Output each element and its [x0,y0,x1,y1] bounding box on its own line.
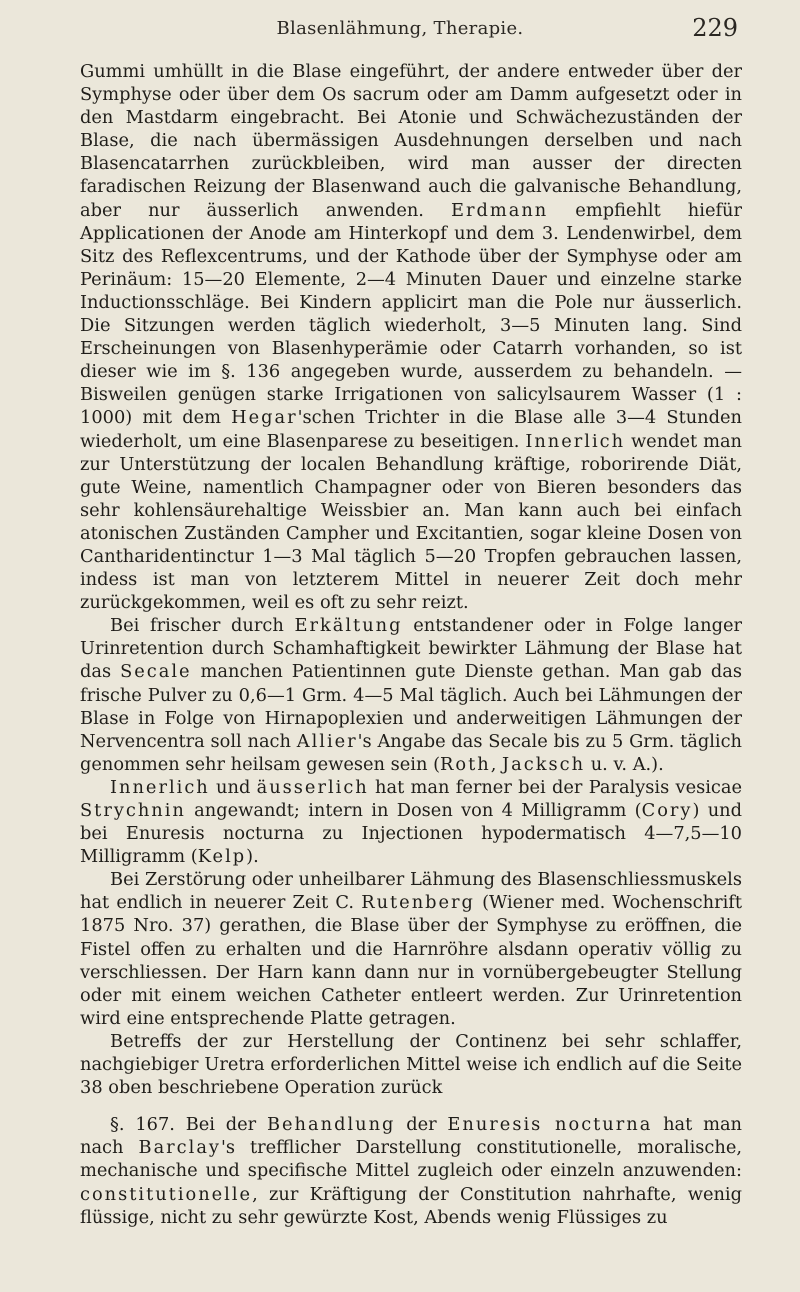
emphasized-term: Behandlung [266,1114,396,1136]
text-run: Betreffs der zur Herstellung der Continenz bei sehr schlaffer, nachgiebiger Uretra erforderlichen Mittel weise ich endlich auf die Seite 38 oben beschriebene Operation zurück [80,1030,742,1099]
emphasized-term: Enuresis nocturna [447,1114,653,1136]
text-run: hat man nach [80,1114,742,1159]
paragraph [80,868,742,1030]
text-run: u. v. A.). [585,753,664,775]
text-run: Gummi umhüllt in die Blase eingeführt, der andere entweder über der Symphyse oder über dem Os sacrum oder am Damm aufgesetzt oder in den Mastdarm eingebracht. Bei Atonie und Schwächezuständen der Blase, die nach übermässigen Ausdehnungen derselben und nach Blasencatarrhen zurückbleiben, wird man ausser der directen faradischen Reizung der Blasenwand auch die galvanische Behandlung, aber nur äusserlich anwenden. [80,61,742,221]
emphasized-term: Innerlich [110,776,210,798]
paragraph [80,614,742,776]
text-run: ) und bei Enuresis nocturna zu Injectionen hypodermatisch 4—7,5—10 Milligramm ( [80,800,742,868]
text-run: (Wiener med. Wochenschrift 1875 Nro. 37) gerathen, die Blase über der Symphyse zu eröffnen, die Fistel offen zu erhalten und die Harnröhre alsdann operativ völlig zu verschliessen. Der Harn kann dann nur in vornübergebeugter Stellung oder mit einem weichen Catheter entleert werden. Zur Urinretention wird eine entsprechende Platte getragen. [80,892,742,1029]
emphasized-term: Erdmann [451,199,549,221]
text-run: und [209,776,257,798]
text-run: angewandt; intern in Dosen von 4 Milligramm ( [185,800,642,821]
text-run: der [395,1114,448,1136]
paragraph [80,776,742,868]
text-run: ). [246,846,259,868]
running-head-title: Blasenlähmung, Therapie. [276,18,524,39]
emphasized-term: Secale [120,661,192,683]
text-run: wendet man zur Unterstützung der localen Behandlung kräftige, roborirende Diät, gute Weine, namentlich Champagner oder von Bieren besonders das sehr kohlensäurehaltige Weissbier an. Man kann auch bei einfach atonischen Zuständen Campher und Excitantien, sogar kleine Dosen von Cantharidentinctur 1—3 Mal täglich 5—20 Tropfen gebrauchen lassen, indess ist man von letzterem Mittel in neuerer Zeit doch mehr zurückgekommen, weil es oft zu sehr reizt. [80,430,742,614]
text-run: Bei frischer durch [110,615,295,637]
emphasized-term: Cory [641,800,693,821]
body-text [80,60,742,1229]
text-run: Bei Zerstörung oder unheilbarer Lähmung des Blasenschliessmuskels hat endlich in neuerer Zeit C. [80,869,742,914]
emphasized-term: äusserlich [256,776,369,798]
text-run: 's Angabe das Secale bis zu 5 Grm. täglich genommen sehr heilsam gewesen sein ( [80,730,742,775]
emphasized-term: Kelp [197,846,247,868]
text-run: , zur Kräftigung der Constitution nahrhafte, wenig flüssige, nicht zu sehr gewürzte Kost, Abends wenig Flüssiges zu [80,1183,742,1228]
emphasized-term: Hegar [231,407,298,429]
text-run: manchen Patientinnen gute Dienste gethan. Man gab das frische Pulver zu 0,6—1 Grm. 4—5 Mal täglich. Auch bei Lähmungen der Blase in Folge von Hirnapoplexien und anderweitigen Lähmungen der Nervencentra soll nach [80,661,742,752]
paragraph [80,60,742,614]
text-run: , [490,753,503,775]
page-number: 229 [692,14,738,42]
running-head [0,14,800,44]
text-run: empfiehlt hiefür Applicationen der Anode am Hinterkopf und dem 3. Lendenwirbel, dem Sitz des Reflexcentrums, und der Kathode über der Symphyse oder am Perinäum: 15—20 Elemente, 2—4 Minuten Dauer und einzelne starke Inductionsschläge. Bei Kindern applicirt man die Pole nur äusserlich. Die Sitzungen werden täglich wiederholt, 3—5 Minuten lang. Sind Erscheinungen von Blasenhyperämie oder Catarrh vorhanden, so ist dieser wie im §. 136 angegeben wurde, ausserdem zu behandeln. — Bisweilen genügen starke Irrigationen von salicylsaurem Wasser (1 : 1000) mit dem [80,199,742,429]
emphasized-term: Allier [296,730,358,752]
paragraph [80,1030,742,1099]
text-run: entstandener oder in Folge langer Urinretention durch Schamhaftigkeit bewirkter Lähmung der Blase hat das [80,615,742,683]
text-run: §. 167. Bei der [110,1114,267,1136]
text-run: 'schen Trichter in die Blase alle 3—4 Stunden wiederholt, um eine Blasenparese zu beseitigen. [80,407,742,452]
paragraph [80,1113,742,1228]
text-run: 's trefflicher Darstellung constitutionelle, moralische, mechanische und specifische Mittel zugleich oder einzeln anzuwenden: [80,1137,742,1182]
emphasized-term: Jacksch [502,753,586,775]
emphasized-term: Erkältung [294,615,403,637]
emphasized-term: Barclay [138,1137,221,1159]
text-run: hat man ferner bei der Paralysis vesicae [368,776,742,798]
emphasized-term: Rutenberg [361,892,475,914]
emphasized-term: Strychnin [80,800,186,821]
emphasized-term: Roth [440,753,491,775]
emphasized-term: Innerlich [525,430,626,452]
emphasized-term: constitutionelle [80,1183,253,1205]
